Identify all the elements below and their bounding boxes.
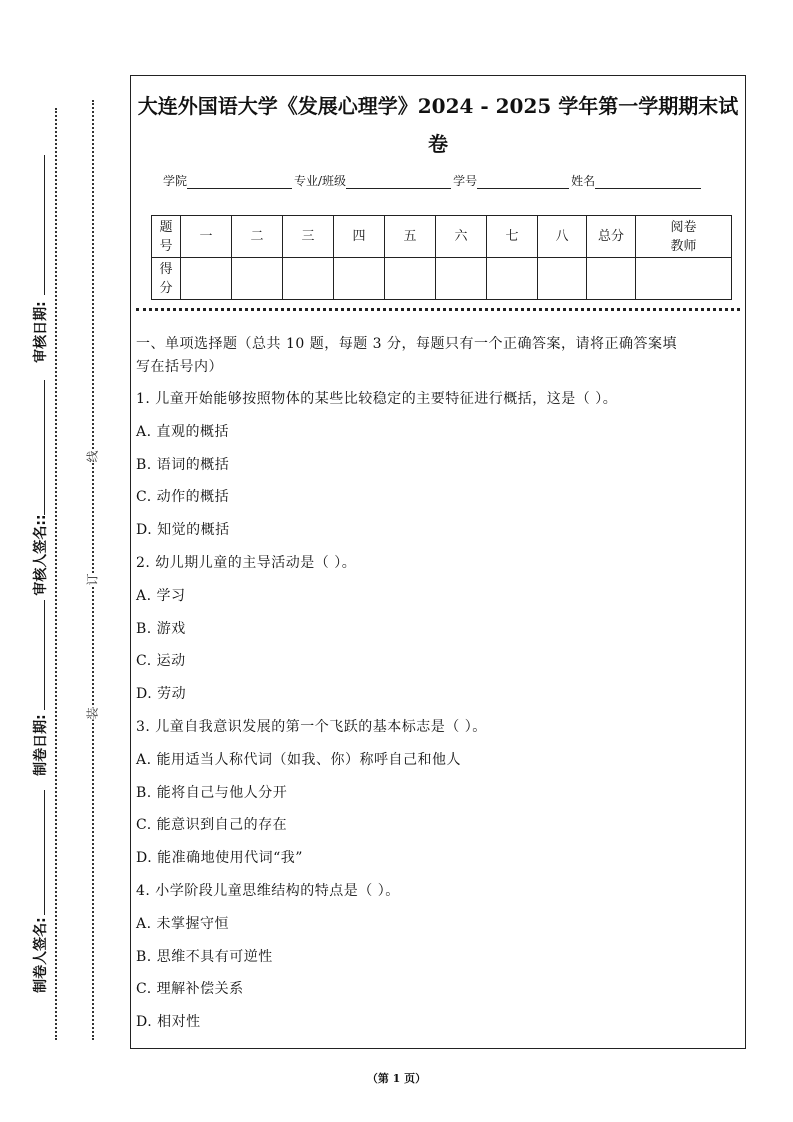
- answer-option[interactable]: D. 相对性: [136, 1014, 201, 1031]
- answer-option[interactable]: A. 能用适当人称代词（如我、你）称呼自己和他人: [136, 751, 462, 768]
- score-header-cell: 题 号: [152, 216, 181, 258]
- score-cell[interactable]: [538, 258, 587, 300]
- score-header-cell: 八: [538, 216, 587, 258]
- reviewer-sign-line: [44, 380, 45, 515]
- score-cell[interactable]: [587, 258, 636, 300]
- student-info: [163, 172, 703, 189]
- student-id-field[interactable]: [477, 174, 569, 189]
- score-table: [151, 215, 732, 300]
- cut-dotted-line: [92, 100, 94, 1040]
- college-label: 学院: [163, 174, 188, 188]
- answer-option[interactable]: A. 直观的概括: [136, 423, 230, 440]
- review-date-label: 审核日期:: [33, 301, 49, 363]
- score-cell[interactable]: [334, 258, 385, 300]
- score-header-cell: 七: [487, 216, 538, 258]
- major-field[interactable]: [346, 174, 451, 189]
- score-cell[interactable]: [636, 258, 732, 300]
- question-stem: 3. 儿童自我意识发展的第一个飞跃的基本标志是（ ）。: [136, 719, 487, 735]
- reviewer-sign-label: 审核人签名::: [33, 514, 49, 596]
- answer-option[interactable]: B. 能将自己与他人分开: [136, 784, 288, 801]
- answer-option[interactable]: A. 未掌握守恒: [136, 915, 230, 932]
- zhuang-mark: 装: [85, 707, 100, 720]
- question-stem: 2. 幼儿期儿童的主导活动是（ ）。: [136, 555, 357, 571]
- score-cell[interactable]: [487, 258, 538, 300]
- score-cell[interactable]: [232, 258, 283, 300]
- answer-option[interactable]: C. 动作的概括: [136, 489, 230, 506]
- score-row-label: 得 分: [152, 258, 181, 300]
- score-header-cell: 阅卷 教师: [636, 216, 732, 258]
- binding-dotted-line: [55, 108, 57, 1040]
- score-cell[interactable]: [181, 258, 232, 300]
- page-number: （第 1 页）: [366, 1072, 427, 1085]
- answer-option[interactable]: B. 游戏: [136, 620, 186, 637]
- ding-mark: 订: [85, 573, 100, 586]
- major-label: 专业/班级: [294, 174, 347, 188]
- section-heading-cont: 写在括号内）: [136, 359, 223, 375]
- separator-dotted-line: [136, 308, 740, 311]
- exam-title: 大连外国语大学《发展心理学》2024 - 2025 学年第一学期期末试: [137, 94, 739, 118]
- exam-title-cont: 卷: [428, 132, 448, 156]
- make-date-label: 制卷日期:: [33, 714, 49, 776]
- student-id-label: 学号: [453, 174, 478, 188]
- score-header-cell: 五: [385, 216, 436, 258]
- question-stem: 4. 小学阶段儿童思维结构的特点是（ ）。: [136, 883, 400, 899]
- name-label: 姓名: [571, 174, 596, 188]
- answer-option[interactable]: C. 运动: [136, 653, 186, 670]
- answer-option[interactable]: A. 学习: [136, 587, 186, 604]
- maker-sign-label: 制卷人签名:: [33, 917, 49, 993]
- answer-option[interactable]: C. 能意识到自己的存在: [136, 817, 288, 834]
- answer-option[interactable]: D. 劳动: [136, 686, 187, 703]
- section-heading: 一、单项选择题（总共 10 题，每题 3 分，每题只有一个正确答案，请将正确答案填: [136, 336, 678, 352]
- score-header-cell: 总分: [587, 216, 636, 258]
- score-cell[interactable]: [436, 258, 487, 300]
- answer-option[interactable]: C. 理解补偿关系: [136, 981, 244, 998]
- maker-sign-line: [44, 790, 45, 915]
- score-header-cell: 四: [334, 216, 385, 258]
- answer-option[interactable]: B. 语词的概括: [136, 456, 230, 473]
- make-date-line: [44, 600, 45, 710]
- answer-option[interactable]: B. 思维不具有可逆性: [136, 948, 273, 965]
- score-header-cell: 六: [436, 216, 487, 258]
- name-field[interactable]: [595, 174, 701, 189]
- score-header-cell: 二: [232, 216, 283, 258]
- score-header-cell: 一: [181, 216, 232, 258]
- answer-option[interactable]: D. 能准确地使用代词“我”: [136, 850, 303, 867]
- answer-option[interactable]: D. 知觉的概括: [136, 522, 230, 539]
- score-cell[interactable]: [385, 258, 436, 300]
- question-stem: 1. 儿童开始能够按照物体的某些比较稳定的主要特征进行概括，这是（ ）。: [136, 391, 618, 407]
- score-cell[interactable]: [283, 258, 334, 300]
- xian-mark: 线: [85, 450, 100, 463]
- score-header-cell: 三: [283, 216, 334, 258]
- review-date-line: [44, 155, 45, 295]
- college-field[interactable]: [187, 174, 292, 189]
